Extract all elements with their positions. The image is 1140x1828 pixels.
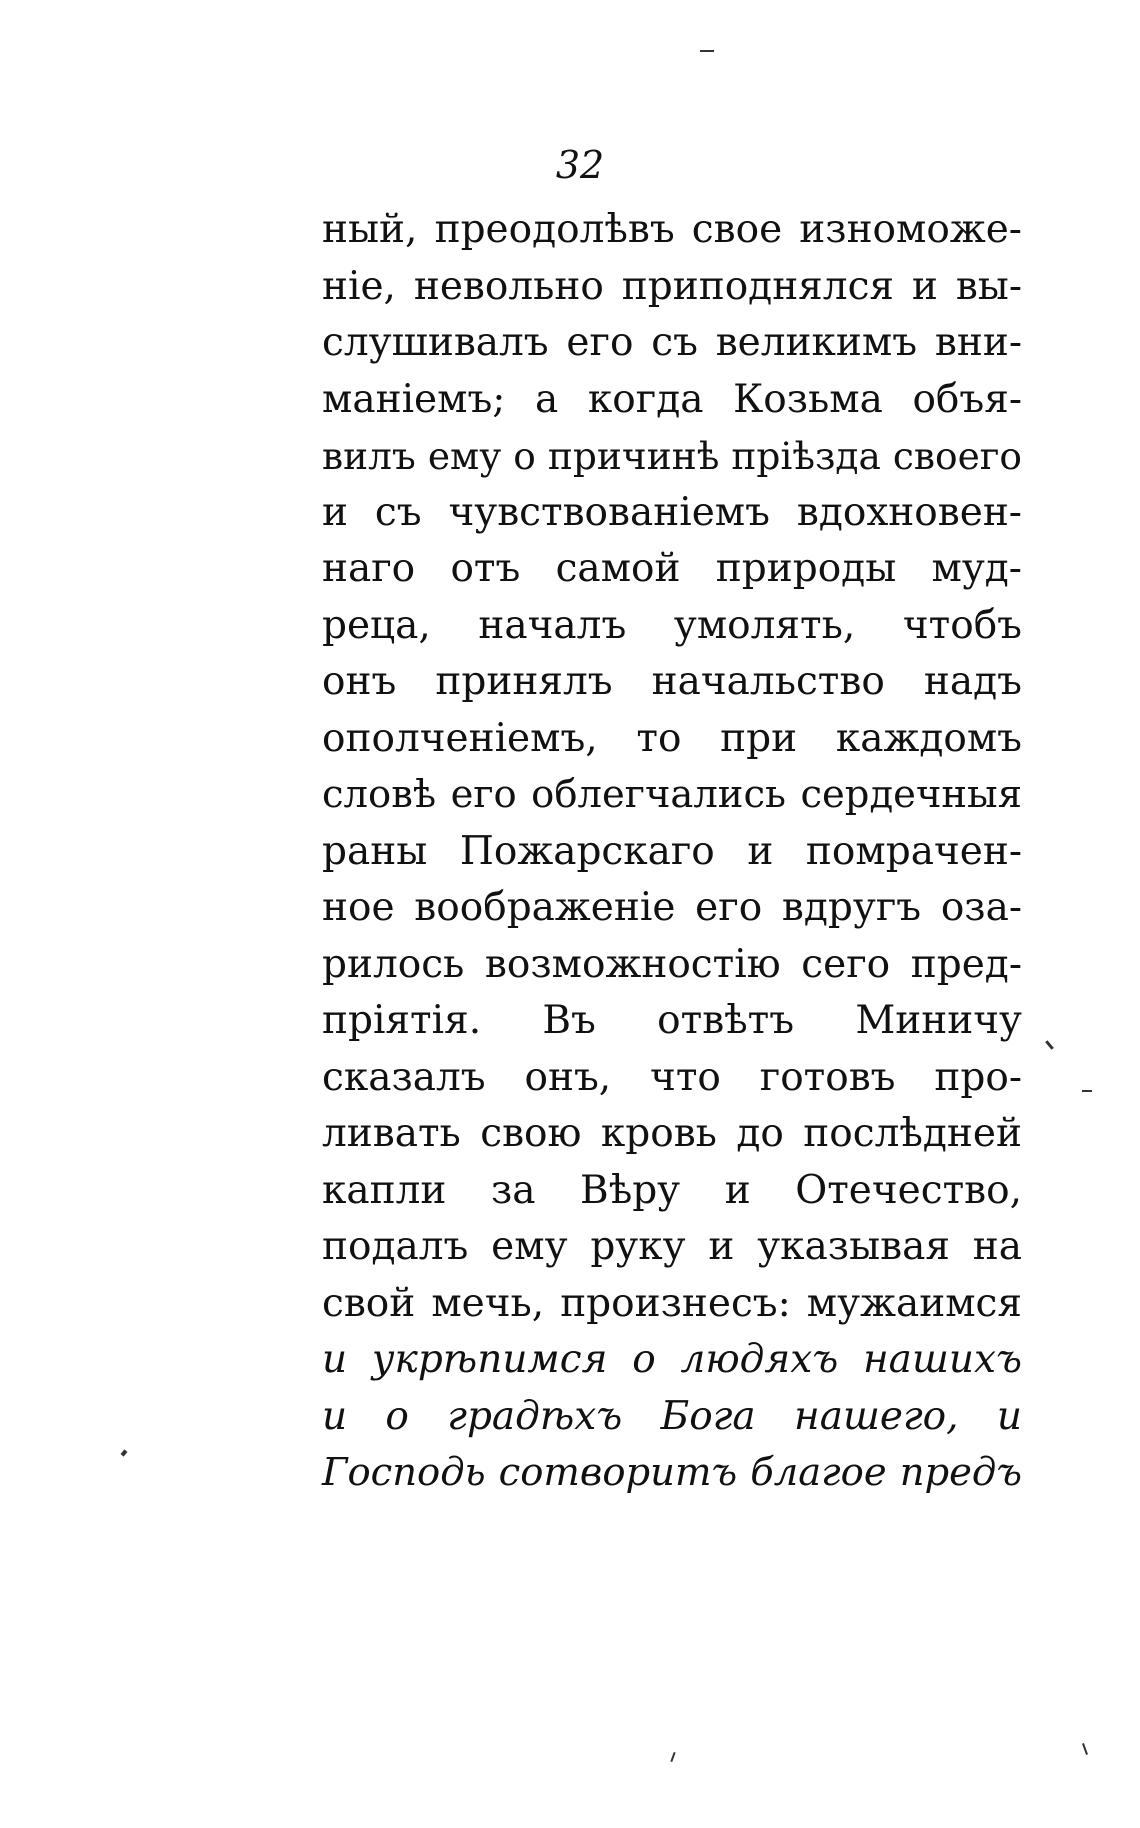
text-line: ное воображеніе его вдругъ оза-	[322, 885, 1022, 930]
body-text	[322, 202, 1022, 1502]
text-line: свой мечь, произнесъ: мужаимся	[322, 1280, 1022, 1326]
scan-speck	[1082, 1743, 1088, 1755]
text-line: ополченіемъ, то при каждомъ	[322, 715, 1022, 761]
text-line: ніе, невольно приподнялся и вы-	[322, 263, 1022, 309]
text-line: слушивалъ его съ великимъ вни-	[322, 320, 1022, 365]
text-line: и съ чувствованіемъ вдохновен-	[322, 489, 1022, 535]
text-line: словѣ его облегчались сердечныя	[322, 772, 1022, 817]
scan-speck	[670, 1752, 675, 1762]
text-line: подалъ ему руку и указывая на	[322, 1224, 1022, 1269]
page-number: 32	[555, 143, 605, 187]
text-line: сказалъ онъ, что готовъ про-	[322, 1054, 1022, 1100]
text-line: и укрѣпимся о людяхъ нашихъ	[322, 1337, 1022, 1382]
text-line: ливать свою кровь до послѣдней	[322, 1111, 1022, 1156]
text-line: Господь сотворитъ благое предъ	[322, 1450, 1022, 1495]
text-line: рилось возможностію сего пред-	[322, 941, 1022, 987]
text-line: и о градѣхъ Бога нашего, и	[322, 1393, 1022, 1439]
text-line: капли за Вѣру и Отечество,	[322, 1167, 1022, 1213]
text-line: онъ принялъ начальство надъ	[322, 659, 1022, 704]
text-line: вилъ ему о причинѣ пріѣзда своего	[322, 434, 1022, 478]
text-line: раны Пожарскаго и помрачен-	[322, 828, 1022, 874]
text-line: пріятія. Въ отвѣтъ Миничу	[322, 998, 1022, 1043]
text-line: наго отъ самой природы муд-	[322, 546, 1022, 591]
text-line: реца, началъ умолять, чтобъ	[322, 602, 1022, 648]
scan-speck	[1082, 1090, 1092, 1092]
scan-speck	[121, 1449, 128, 1456]
scan-speck	[700, 50, 714, 52]
text-line: маніемъ; а когда Козьма объя-	[322, 376, 1022, 422]
scan-speck	[1045, 1040, 1054, 1050]
text-line: ный, преодолѣвъ свое изноможе-	[322, 207, 1022, 252]
